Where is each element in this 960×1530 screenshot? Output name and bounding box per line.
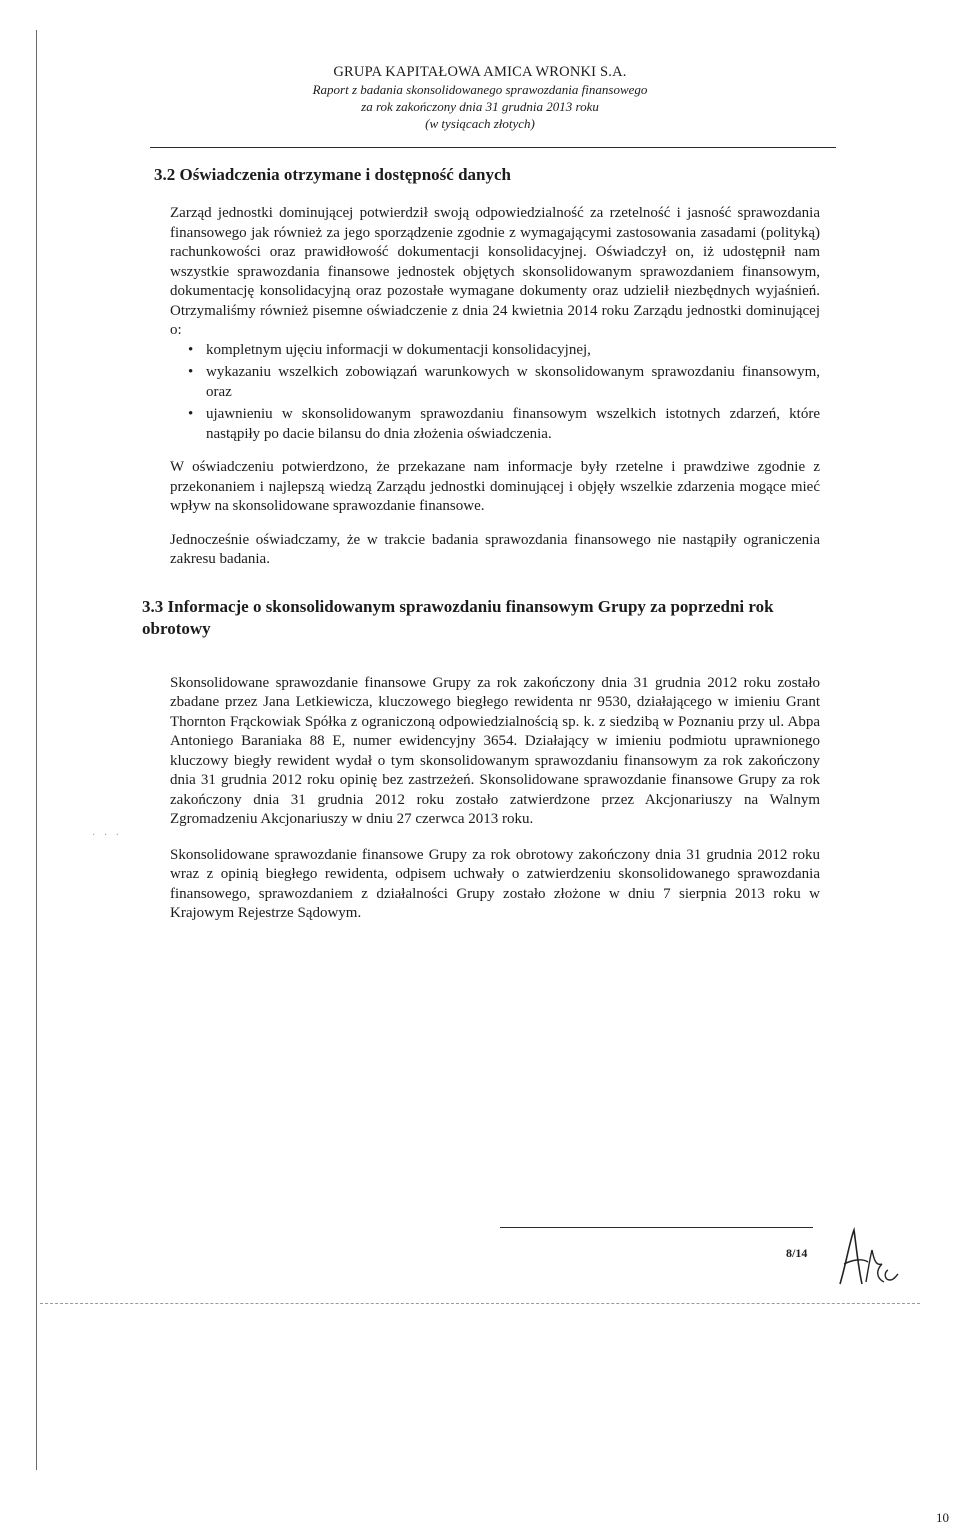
scan-edge-line — [40, 1303, 920, 1305]
bullet-icon: • — [188, 364, 194, 380]
paragraph: Skonsolidowane sprawozdanie finansowe Grupy za rok obrotowy zakończony dnia 31 grudnia 2012 roku wraz z opinią biegłego rewidenta, odpisem uchwały o zatwierdzeniu skonsolidowanego sprawozdania finansowego, sprawozdaniem z działalności Grupy zostało złożone w dniu 7 sierpnia 2013 roku w Krajowym Rejestrze Sądowym. — [170, 846, 820, 921]
section-number: 3.3 — [142, 596, 164, 616]
report-title-line2: za rok zakończony dnia 31 grudnia 2013 roku — [361, 99, 599, 114]
list-item: • ujawnieniu w skonsolidowanym sprawozdaniu finansowym wszelkich istotnych zdarzeń, które nastąpiły po dacie bilansu do dnia złożenia oświadczenia. — [188, 406, 820, 442]
section-title: Informacje o skonsolidowanym sprawozdaniu finansowym Grupy za poprzedni rok obrotowy — [142, 596, 774, 638]
bullet-list — [170, 341, 820, 445]
footer-divider — [500, 1227, 813, 1228]
page-number: 8/14 — [786, 1246, 808, 1260]
header-divider — [150, 147, 836, 148]
paragraph: W oświadczeniu potwierdzono, że przekazane nam informacje były rzetelne i prawdziwe zgodnie z przekonaniem i najlepszą wiedzą Zarządu jednostki dominującej i objęły wszelkie zdarzenia mogące mieć wpływ na skonsolidowane sprawozdanie finansowe. — [170, 459, 820, 514]
section-heading — [154, 164, 820, 186]
sheet-number: 10 — [936, 1510, 949, 1525]
paragraph: Zarząd jednostki dominującej potwierdził swoją odpowiedzialność za rzetelność i jasność sprawozdania finansowego jak również za jego sporządzenie zgodnie z wymagającymi zastosowania zasadami (polityką) rachunkowości oraz prawidłowość dokumentacji konsolidacyjnej. Oświadczył on, iż udostępnił nam wszystkie sprawozdania finansowe jednostek objętych skonsolidowanym sprawozdaniem finansowym, dokumentację konsolidacyjną oraz pozostałe wymagane dokumenty oraz udzielił niezbędnych wyjaśnień. Otrzymaliśmy również pisemne oświadczenie z dnia 24 kwietnia 2014 roku Zarządu jednostki dominującej o: — [170, 205, 820, 338]
section-3-3 — [142, 596, 820, 924]
company-name: GRUPA KAPITAŁOWA AMICA WRONKI S.A. — [333, 64, 627, 80]
list-item: • kompletnym ujęciu informacji w dokumentacji konsolidacyjnej, — [206, 341, 820, 361]
section-3-2 — [154, 164, 820, 570]
bullet-icon: • — [188, 341, 194, 358]
currency-units: (w tysiącach złotych) — [425, 116, 535, 131]
bullet-icon: • — [188, 406, 194, 422]
margin-rule — [36, 30, 37, 1470]
paragraph: Jednocześnie oświadczamy, że w trakcie badania sprawozdania finansowego nie nastąpiły ograniczenia zakresu badania. — [170, 531, 820, 567]
paragraph: Skonsolidowane sprawozdanie finansowe Grupy za rok zakończony dnia 31 grudnia 2012 roku zostało zbadane przez Jana Letkiewicza, kluczowego biegłego rewidenta nr 9530, działającego w imieniu Grant Thornton Frąckowiak Spółka z ograniczoną odpowiedzialnością sp. k. z siedzibą w Poznaniu przy ul. Abpa Antoniego Baraniaka 88 E, numer ewidencyjny 3654. Działający w imieniu podmiotu uprawnionego kluczowy biegły rewident wydał o tym skonsolidowanym sprawozdaniu finansowym za rok zakończony dnia 31 grudnia 2012 roku opinię bez zastrzeżeń. Skonsolidowane sprawozdanie finansowe Grupy za rok zakończony dnia 31 grudnia 2012 roku zostało zatwierdzone przez Akcjonariuszy na Walnym Zgromadzeniu Akcjonariuszy w dniu 27 czerwca 2013 roku. — [170, 674, 820, 827]
page-body — [142, 164, 820, 924]
section-heading — [142, 596, 820, 640]
scan-artifact: · · · — [92, 830, 122, 841]
section-number: 3.2 — [154, 165, 176, 184]
report-title-line1: Raport z badania skonsolidowanego sprawozdania finansowego — [312, 82, 648, 97]
section-title: Oświadczenia otrzymane i dostępność danych — [179, 165, 511, 184]
signature-icon — [832, 1226, 902, 1292]
list-item: • wykazaniu wszelkich zobowiązań warunkowych w skonsolidowanym sprawozdaniu finansowym, oraz — [188, 364, 820, 400]
document-header — [250, 64, 710, 132]
